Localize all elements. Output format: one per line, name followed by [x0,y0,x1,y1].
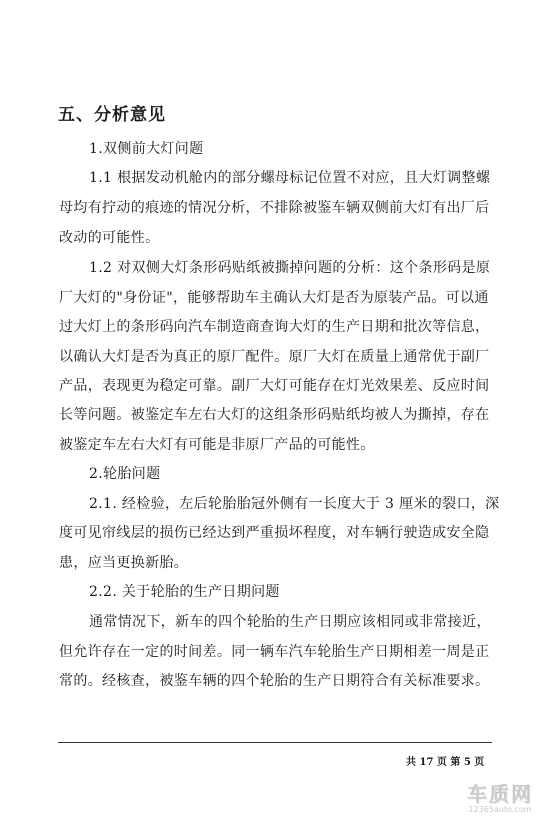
subheading-headlights: 1.双侧前大灯问题 [89,141,204,157]
paragraph-line: 厂大灯的"身份证"，能够帮助车主确认大灯是否为原装产品。可以通 [59,290,489,306]
paragraph-line: 1.1 根据发动机舱内的部分螺母标记位置不对应，且大灯调整螺 [89,170,491,186]
subheading-tires: 2.轮胎问题 [89,466,161,482]
paragraph-line: 度可见帘线层的损伤已经达到严重损坏程度，对车辆行驶造成安全隐 [59,525,490,541]
paragraph-line: 被鉴定车左右大灯有可能是非原厂产品的可能性。 [59,437,375,453]
watermark-url: 12365auto.com [468,805,532,814]
paragraph-line: 1.2 对双侧大灯条形码贴纸被撕掉问题的分析：这个条形码是原 [89,260,491,276]
section-heading: 五、分析意见 [58,105,166,125]
paragraph-line: 常的。经核查，被鉴车辆的四个轮胎的生产日期符合有关标准要求。 [59,673,490,689]
paragraph-line: 通常情况下，新车的四个轮胎的生产日期应该相同或非常接近， [89,614,491,630]
paragraph-line: 2.1. 经检验，左后轮胎胎冠外侧有一长度大于 3 厘米的裂口，深 [89,496,500,512]
paragraph-line: 以确认大灯是否为真正的原厂配件。原厂大灯在质量上通常优于副厂 [59,349,490,365]
paragraph-line: 但允许存在一定的时间差。同一辆车汽车轮胎生产日期相差一周是正 [59,644,490,660]
page-number: 共 17 页 第 5 页 [406,757,485,768]
paragraph-line: 长等问题。被鉴定车左右大灯的这组条形码贴纸均被人为撕掉，存在 [59,407,490,423]
paragraph-line: 过大灯上的条形码向汽车制造商查询大灯的生产日期和批次等信息， [59,319,490,335]
watermark [452,783,548,815]
paragraph-line: 改动的可能性。 [59,230,160,246]
paragraph-line: 母均有拧动的痕迹的情况分析，不排除被鉴车辆双侧前大灯有出厂后 [59,200,490,216]
watermark-logo: 车质网 [467,782,533,806]
footer-divider [58,742,492,743]
paragraph-line: 患，应当更换新胎。 [59,555,189,571]
subheading-tire-date: 2.2. 关于轮胎的生产日期问题 [89,584,280,600]
paragraph-line: 产品，表现更为稳定可靠。副厂大灯可能存在灯光效果差、反应时间 [59,378,490,394]
